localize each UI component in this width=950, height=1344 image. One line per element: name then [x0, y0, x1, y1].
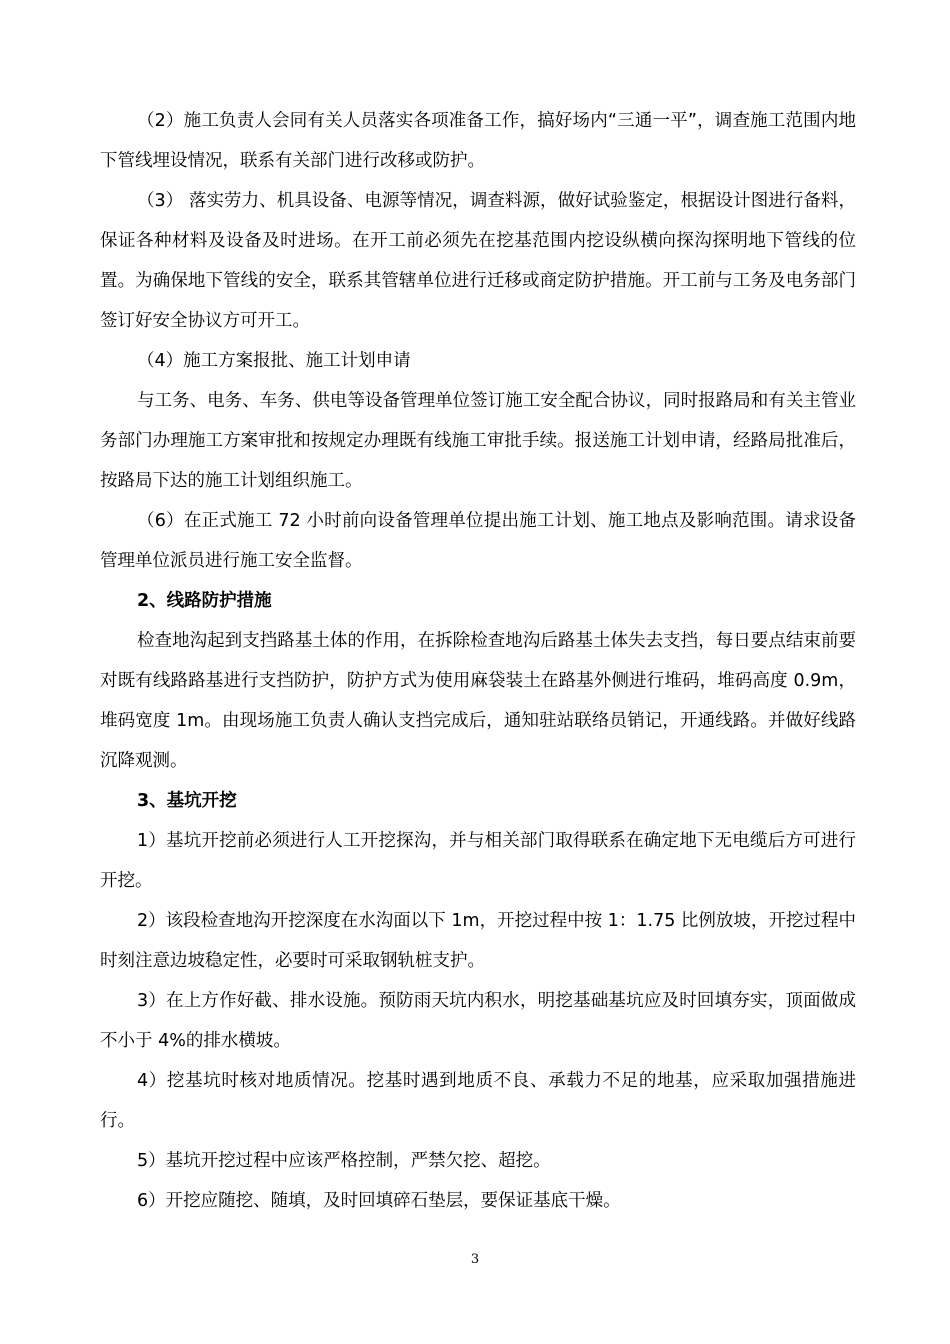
document-body: [100, 101, 856, 1221]
paragraph-excavation-step-2: 2）该段检查地沟开挖深度在水沟面以下 1m，开挖过程中按 1：1.75 比例放坡，开挖过程中时刻注意边坡稳定性，必要时可采取钢轨桩支护。: [100, 911, 856, 971]
paragraph-72-hours-notice: （6）在正式施工 72 小时前向设备管理单位提出施工计划、施工地点及影响范围。请求设备管理单位派员进行施工安全监督。: [100, 511, 856, 571]
paragraph-plan-approval: （4）施工方案报批、施工计划申请: [137, 351, 411, 371]
paragraph-excavation-step-6: 6）开挖应随挖、随填，及时回填碎石垫层，要保证基底干燥。: [137, 1191, 621, 1211]
paragraph-excavation-step-5: 5）基坑开挖过程中应该严格控制，严禁欠挖、超挖。: [137, 1151, 551, 1171]
paragraph-excavation-step-3: 3）在上方作好截、排水设施。预防雨天坑内积水，明挖基础基坑应及时回填夯实，顶面做成不小于 4%的排水横坡。: [100, 991, 856, 1051]
paragraph-excavation-step-4: 4）挖基坑时核对地质情况。挖基时遇到地质不良、承载力不足的地基，应采取加强措施进行。: [100, 1071, 856, 1131]
paragraph-excavation-step-1: 1）基坑开挖前必须进行人工开挖探沟，并与相关部门取得联系在确定地下无电缆后方可进行开挖。: [100, 831, 856, 891]
heading-line-protection: 2、线路防护措施: [137, 591, 272, 611]
paragraph-preparation-work: （2）施工负责人会同有关人员落实各项准备工作，搞好场内“三通一平”，调查施工范围内地下管线埋设情况，联系有关部门进行改移或防护。: [100, 111, 856, 171]
paragraph-safety-agreement: 与工务、电务、车务、供电等设备管理单位签订施工安全配合协议，同时报路局和有关主管业务部门办理施工方案审批和按规定办理既有线施工审批手续。报送施工计划申请，经路局批准后，按路局下达的施工计划组织施工。: [100, 391, 856, 491]
paragraph-line-protection: 检查地沟起到支挡路基土体的作用，在拆除检查地沟后路基土体失去支挡，每日要点结束前要对既有线路路基进行支挡防护，防护方式为使用麻袋装土在路基外侧进行堆码，堆码高度 0.9m，堆码宽度 1m。由现场施工负责人确认支挡完成后，通知驻站联络员销记，开通线路。并做好线路沉降观测。: [100, 631, 856, 771]
heading-foundation-excavation: 3、基坑开挖: [137, 791, 237, 811]
paragraph-labor-equipment: （3） 落实劳力、机具设备、电源等情况，调查料源，做好试验鉴定，根据设计图进行备料，保证各种材料及设备及时进场。在开工前必须先在挖基范围内挖设纵横向探沟探明地下管线的位置。为确保地下管线的安全，联系其管辖单位进行迁移或商定防护措施。开工前与工务及电务部门签订好安全协议方可开工。: [100, 191, 856, 331]
page-number: 3: [470, 1252, 480, 1267]
